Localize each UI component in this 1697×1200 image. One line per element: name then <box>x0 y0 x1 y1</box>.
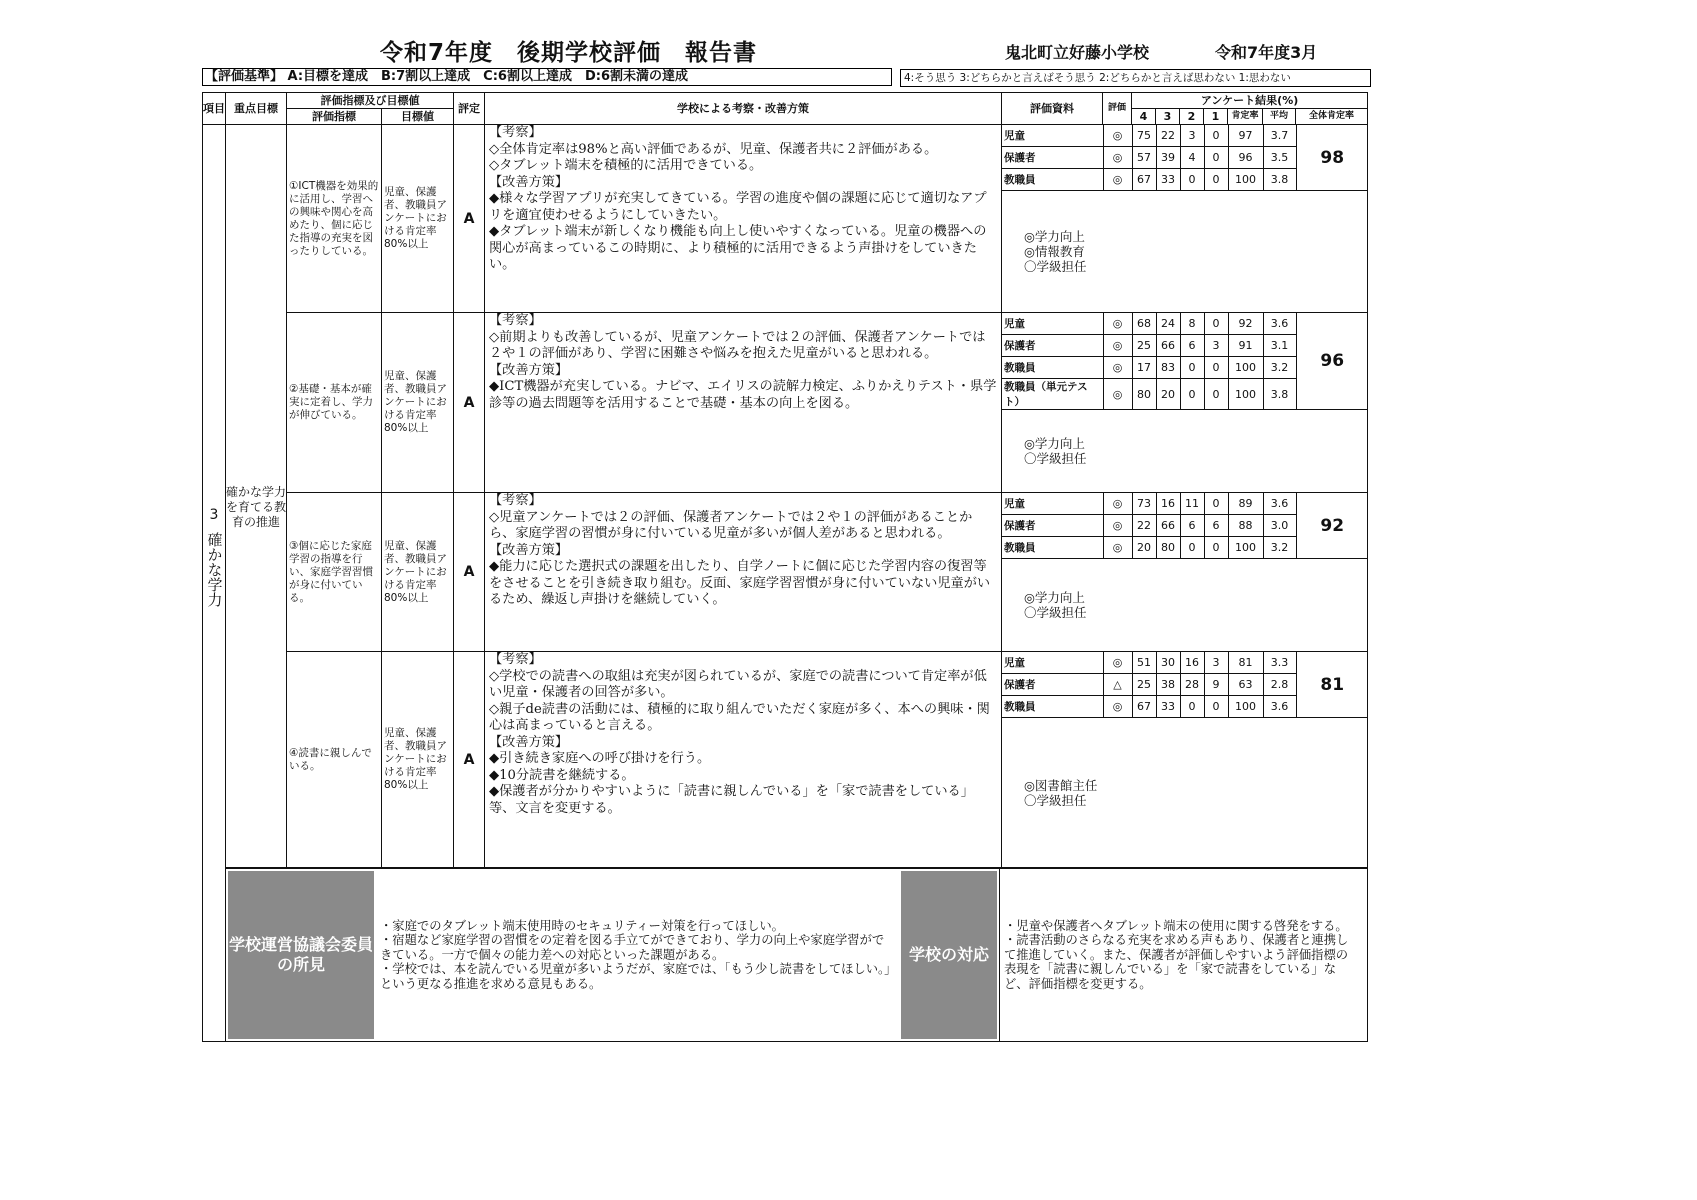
survey-cell <box>1002 125 1368 313</box>
analysis-line: 【改善方策】 <box>489 542 569 558</box>
survey-value: 100 <box>1228 696 1263 718</box>
survey-value: 4 <box>1180 147 1204 169</box>
survey-value: 0 <box>1204 313 1228 335</box>
survey-value: 51 <box>1132 652 1156 674</box>
survey-row <box>1002 652 1368 674</box>
col-positive-rate: 肯定率 <box>1228 109 1263 125</box>
survey-eval: ◎ <box>1103 379 1132 410</box>
survey-value: 24 <box>1156 313 1180 335</box>
total-positive-rate: 96 <box>1296 313 1368 410</box>
survey-value: 0 <box>1180 169 1204 191</box>
analysis-line: 【考察】 <box>489 313 542 328</box>
council-comments <box>376 869 899 1041</box>
council-label: 学校運営協議会委員の所見 <box>228 871 374 1039</box>
survey-value: 88 <box>1228 515 1263 537</box>
target-value: 児童、保護者、教職員アンケートにおける肯定率80%以上 <box>382 125 454 313</box>
responsible-person: 〇学級担任 <box>1024 451 1087 466</box>
council-comment: ・学校では、本を読んでいる児童が多いようだが、家庭では、「もう少し読書をしてほしい。」という更なる推進を求める意見もある。 <box>380 962 891 991</box>
col-average: 平均 <box>1263 109 1296 125</box>
indicator: ④読書に親しんでいる。 <box>287 652 382 869</box>
analysis-line: ◇前期よりも改善しているが、児童アンケートでは２の評価、保護者アンケートでは２や１の評価があり、学習に困難さや悩みを抱えた児童がいると思われる。 <box>489 329 986 361</box>
target-value: 児童、保護者、教職員アンケートにおける肯定率80%以上 <box>382 493 454 652</box>
survey-source: 保護者 <box>1002 335 1103 357</box>
survey-value: 63 <box>1228 674 1263 696</box>
col-analysis: 学校による考察・改善方策 <box>485 93 1002 125</box>
goal-row <box>203 313 1368 493</box>
survey-scale-legend: 4:そう思う 3:どちらかと言えばそう思う 2:どちらかと言えば思わない 1:思わない <box>900 69 1371 87</box>
survey-value: 28 <box>1180 674 1204 696</box>
survey-value: 3.1 <box>1263 335 1296 357</box>
col-target: 目標値 <box>382 109 454 125</box>
survey-value: 0 <box>1180 696 1204 718</box>
survey-value: 83 <box>1156 357 1180 379</box>
col-rating: 評定 <box>454 93 485 125</box>
council-row <box>203 868 1368 1042</box>
survey-eval: ◎ <box>1103 147 1132 169</box>
survey-cell <box>1002 652 1368 869</box>
col-total-rate: 全体肯定率 <box>1296 109 1368 125</box>
survey-value: 3.5 <box>1263 147 1296 169</box>
col-4: 4 <box>1132 109 1156 125</box>
evaluation-table <box>202 92 1368 1042</box>
rating: A <box>454 313 485 493</box>
col-goal: 重点目標 <box>226 93 287 125</box>
total-positive-rate: 92 <box>1296 493 1368 559</box>
analysis-line: ◆タブレット端末が新しくなり機能も向上し使いやすくなっている。児童の機器への関心が高まっているこの時期に、より積極的に活用できるよう声掛けをしていきたい。 <box>489 224 987 272</box>
analysis-line: 【考察】 <box>489 493 542 508</box>
survey-source: 教職員 <box>1002 696 1103 718</box>
survey-value: 100 <box>1228 537 1263 559</box>
survey-value: 3.7 <box>1263 125 1296 147</box>
rating: A <box>454 493 485 652</box>
responsible-person: ◎学力向上 <box>1024 229 1085 244</box>
col-1: 1 <box>1204 109 1228 125</box>
survey-value: 3.0 <box>1263 515 1296 537</box>
survey-eval: ◎ <box>1103 652 1132 674</box>
analysis-line: ◆10分読書を継続する。 <box>489 767 635 783</box>
report-date: 令和7年度3月 <box>1215 43 1318 62</box>
survey-table <box>1002 313 1368 410</box>
school-name: 鬼北町立好藤小学校 <box>1005 43 1150 62</box>
col-3: 3 <box>1156 109 1180 125</box>
survey-value: 0 <box>1180 537 1204 559</box>
target-value: 児童、保護者、教職員アンケートにおける肯定率80%以上 <box>382 313 454 493</box>
survey-value: 0 <box>1204 696 1228 718</box>
total-positive-rate: 98 <box>1296 125 1368 191</box>
analysis-line: ◆保護者が分かりやすいように「読書に親しんでいる」を「家で読書をしている」等、文言を変更する。 <box>489 784 974 816</box>
indicator: ③個に応じた家庭学習の指導を行い、家庭学習習慣が身に付いている。 <box>287 493 382 652</box>
survey-value: 68 <box>1132 313 1156 335</box>
survey-value: 17 <box>1132 357 1156 379</box>
responsible-list <box>1002 410 1367 492</box>
survey-value: 0 <box>1204 125 1228 147</box>
survey-value: 3.6 <box>1263 696 1296 718</box>
analysis-line: ◆様々な学習アプリが充実してきている。学習の進度や個の課題に応じて適切なアプリを適宜使わせるようにしていきたい。 <box>489 191 987 223</box>
goal-row <box>203 125 1368 313</box>
category-cell <box>203 125 226 1042</box>
target-value: 児童、保護者、教職員アンケートにおける肯定率80%以上 <box>382 652 454 869</box>
survey-table <box>1002 652 1368 718</box>
response-label: 学校の対応 <box>901 871 997 1039</box>
responsible-person: 〇学級担任 <box>1024 259 1087 274</box>
survey-eval: ◎ <box>1103 313 1132 335</box>
analysis-line: 【改善方策】 <box>489 362 569 378</box>
col-item: 項目 <box>203 93 226 125</box>
survey-source: 児童 <box>1002 652 1103 674</box>
survey-value: 8 <box>1180 313 1204 335</box>
focus-goal: 確かな学力を育てる教育の推進 <box>226 125 287 869</box>
responsible-person: ◎学力向上 <box>1024 590 1085 605</box>
survey-value: 100 <box>1228 357 1263 379</box>
survey-source: 児童 <box>1002 125 1103 147</box>
responsible-person: ◎学力向上 <box>1024 436 1085 451</box>
survey-value: 3.6 <box>1263 313 1296 335</box>
survey-source: 教職員 <box>1002 537 1103 559</box>
survey-eval: ◎ <box>1103 493 1132 515</box>
analysis-line: ◇児童アンケートでは２の評価、保護者アンケートでは２や１の評価があることから、家庭学習の習慣が身に付いている児童が多いが個人差があると思われる。 <box>489 509 973 541</box>
survey-value: 38 <box>1156 674 1180 696</box>
col-survey: アンケート結果(%) <box>1132 93 1368 109</box>
survey-value: 0 <box>1204 357 1228 379</box>
goal-row <box>203 652 1368 869</box>
response-comment: ・読書活動のさらなる充実を求める声もあり、保護者と連携して推進していく。また、保護者が評価しやすいよう評価指標の表現を「読書に親しんでいる」を「家で読書をしている」など、評価指標を変更する。 <box>1004 933 1349 991</box>
survey-value: 97 <box>1228 125 1263 147</box>
survey-source: 児童 <box>1002 493 1103 515</box>
survey-value: 66 <box>1156 335 1180 357</box>
survey-value: 100 <box>1228 379 1263 410</box>
analysis-line: 【考察】 <box>489 125 542 140</box>
survey-value: 3.3 <box>1263 652 1296 674</box>
survey-value: 80 <box>1156 537 1180 559</box>
survey-value: 33 <box>1156 169 1180 191</box>
survey-value: 39 <box>1156 147 1180 169</box>
goal-row <box>203 493 1368 652</box>
survey-value: 67 <box>1132 696 1156 718</box>
analysis-line: ◇全体肯定率は98%と高い評価であるが、児童、保護者共に２評価がある。 <box>489 141 938 157</box>
response-comment: ・児童や保護者へタブレット端末の使用に関する啓発をする。 <box>1004 918 1348 933</box>
survey-eval: ◎ <box>1103 335 1132 357</box>
survey-eval: ◎ <box>1103 537 1132 559</box>
survey-value: 81 <box>1228 652 1263 674</box>
survey-source: 保護者 <box>1002 515 1103 537</box>
rating: A <box>454 125 485 313</box>
survey-value: 16 <box>1156 493 1180 515</box>
survey-value: 6 <box>1180 335 1204 357</box>
survey-value: 3 <box>1180 125 1204 147</box>
survey-eval: ◎ <box>1103 696 1132 718</box>
analysis-cell <box>485 652 1002 869</box>
responsible-person: 〇学級担任 <box>1024 605 1087 620</box>
survey-value: 3 <box>1204 652 1228 674</box>
survey-value: 22 <box>1156 125 1180 147</box>
survey-value: 11 <box>1180 493 1204 515</box>
survey-value: 3.8 <box>1263 169 1296 191</box>
responsible-person: 〇学級担任 <box>1024 792 1087 808</box>
survey-value: 20 <box>1132 537 1156 559</box>
survey-value: 73 <box>1132 493 1156 515</box>
indicator: ①ICT機器を効果的に活用し、学習への興味や関心を高めたり、個に応じた指導の充実を図ったりしている。 <box>287 125 382 313</box>
survey-value: 25 <box>1132 674 1156 696</box>
total-positive-rate: 81 <box>1296 652 1368 718</box>
rating: A <box>454 652 485 869</box>
analysis-cell <box>485 493 1002 652</box>
indicator: ②基礎・基本が確実に定着し、学力が伸びている。 <box>287 313 382 493</box>
analysis-line: ◇タブレット端末を積極的に活用できている。 <box>489 158 763 173</box>
survey-value: 57 <box>1132 147 1156 169</box>
category-name: 確かな学力 <box>205 532 224 607</box>
survey-source: 保護者 <box>1002 674 1103 696</box>
responsible-person: ◎図書館主任 <box>1024 777 1098 793</box>
survey-table <box>1002 125 1368 191</box>
survey-value: 3.2 <box>1263 537 1296 559</box>
survey-value: 6 <box>1180 515 1204 537</box>
survey-value: 89 <box>1228 493 1263 515</box>
survey-value: 25 <box>1132 335 1156 357</box>
survey-source: 児童 <box>1002 313 1103 335</box>
page-title: 令和7年度 後期学校評価 報告書 <box>380 40 758 66</box>
survey-value: 9 <box>1204 674 1228 696</box>
col-2: 2 <box>1180 109 1204 125</box>
analysis-line: 【改善方策】 <box>489 734 569 750</box>
evaluation-criteria: 【評価基準】 A:目標を達成 B:7割以上達成 C:6割以上達成 D:6割未満の達成 <box>202 68 892 86</box>
survey-value: 20 <box>1156 379 1180 410</box>
responsible-person: ◎情報教育 <box>1024 244 1085 259</box>
survey-value: 6 <box>1204 515 1228 537</box>
analysis-line: ◇学校での読書への取組は充実が図られているが、家庭での読書について肯定率が低い児童・保護者の回答が多い。 <box>489 668 987 700</box>
survey-row <box>1002 313 1368 335</box>
col-indicator: 評価指標 <box>287 109 382 125</box>
survey-row <box>1002 125 1368 147</box>
survey-value: 30 <box>1156 652 1180 674</box>
survey-value: 3.8 <box>1263 379 1296 410</box>
analysis-line: 【改善方策】 <box>489 174 569 190</box>
survey-value: 0 <box>1180 379 1204 410</box>
survey-value: 16 <box>1180 652 1204 674</box>
survey-value: 0 <box>1180 357 1204 379</box>
responsible-list <box>1002 191 1367 312</box>
survey-eval: ◎ <box>1103 357 1132 379</box>
survey-value: 91 <box>1228 335 1263 357</box>
survey-value: 0 <box>1204 147 1228 169</box>
survey-value: 0 <box>1204 379 1228 410</box>
survey-value: 96 <box>1228 147 1263 169</box>
survey-eval: ◎ <box>1103 169 1132 191</box>
survey-source: 教職員（単元テスト） <box>1002 379 1103 410</box>
analysis-line: ◇親子de読書の活動には、積極的に取り組んでいただく家庭が多く、本への興味・関心は高まっていると言える。 <box>489 701 990 733</box>
survey-value: 80 <box>1132 379 1156 410</box>
survey-value: 66 <box>1156 515 1180 537</box>
survey-cell <box>1002 313 1368 493</box>
survey-value: 67 <box>1132 169 1156 191</box>
analysis-line: ◆引き続き家庭への呼び掛けを行う。 <box>489 751 711 766</box>
survey-value: 2.8 <box>1263 674 1296 696</box>
analysis-cell <box>485 125 1002 313</box>
survey-value: 3.2 <box>1263 357 1296 379</box>
survey-value: 100 <box>1228 169 1263 191</box>
responsible-list <box>1002 559 1367 651</box>
survey-table <box>1002 493 1368 559</box>
response-comments <box>999 869 1364 1041</box>
survey-value: 0 <box>1204 493 1228 515</box>
survey-value: 33 <box>1156 696 1180 718</box>
analysis-line: 【考察】 <box>489 652 542 667</box>
responsible-list <box>1002 718 1367 867</box>
survey-value: 3.6 <box>1263 493 1296 515</box>
survey-value: 3 <box>1204 335 1228 357</box>
survey-value: 0 <box>1204 537 1228 559</box>
council-comment: ・宿題など家庭学習の習慣をの定着を図る手立てができており、学力の向上や家庭学習ができている。一方で個々の能力差への対応といった課題がある。 <box>380 933 885 962</box>
survey-eval: ◎ <box>1103 515 1132 537</box>
survey-source: 教職員 <box>1002 357 1103 379</box>
col-indicator-group: 評価指標及び目標値 <box>287 93 454 109</box>
survey-value: 75 <box>1132 125 1156 147</box>
category-number: 3 <box>209 507 219 523</box>
survey-value: 0 <box>1204 169 1228 191</box>
analysis-line: ◆能力に応じた選択式の課題を出したり、自学ノートに個に応じた学習内容の復習等をさせることを引き続き取り組む。反面、家庭学習習慣が身に付いていない児童がいるため、繰返し声掛けを継続していく。 <box>489 559 991 607</box>
survey-eval: △ <box>1103 674 1132 696</box>
survey-eval: ◎ <box>1103 125 1132 147</box>
survey-value: 22 <box>1132 515 1156 537</box>
survey-value: 92 <box>1228 313 1263 335</box>
survey-cell <box>1002 493 1368 652</box>
col-source: 評価資料 <box>1002 93 1103 125</box>
survey-source: 保護者 <box>1002 147 1103 169</box>
col-eval: 評価 <box>1103 93 1132 125</box>
council-comment: ・家庭でのタブレット端末使用時のセキュリティー対策を行ってほしい。 <box>380 918 784 933</box>
analysis-line: ◆ICT機器が充実している。ナビマ、エイリスの読解力検定、ふりかえりテスト・県学診等の過去問題等を活用することで基礎・基本の向上を図る。 <box>489 379 997 411</box>
survey-row <box>1002 493 1368 515</box>
survey-source: 教職員 <box>1002 169 1103 191</box>
analysis-cell <box>485 313 1002 493</box>
